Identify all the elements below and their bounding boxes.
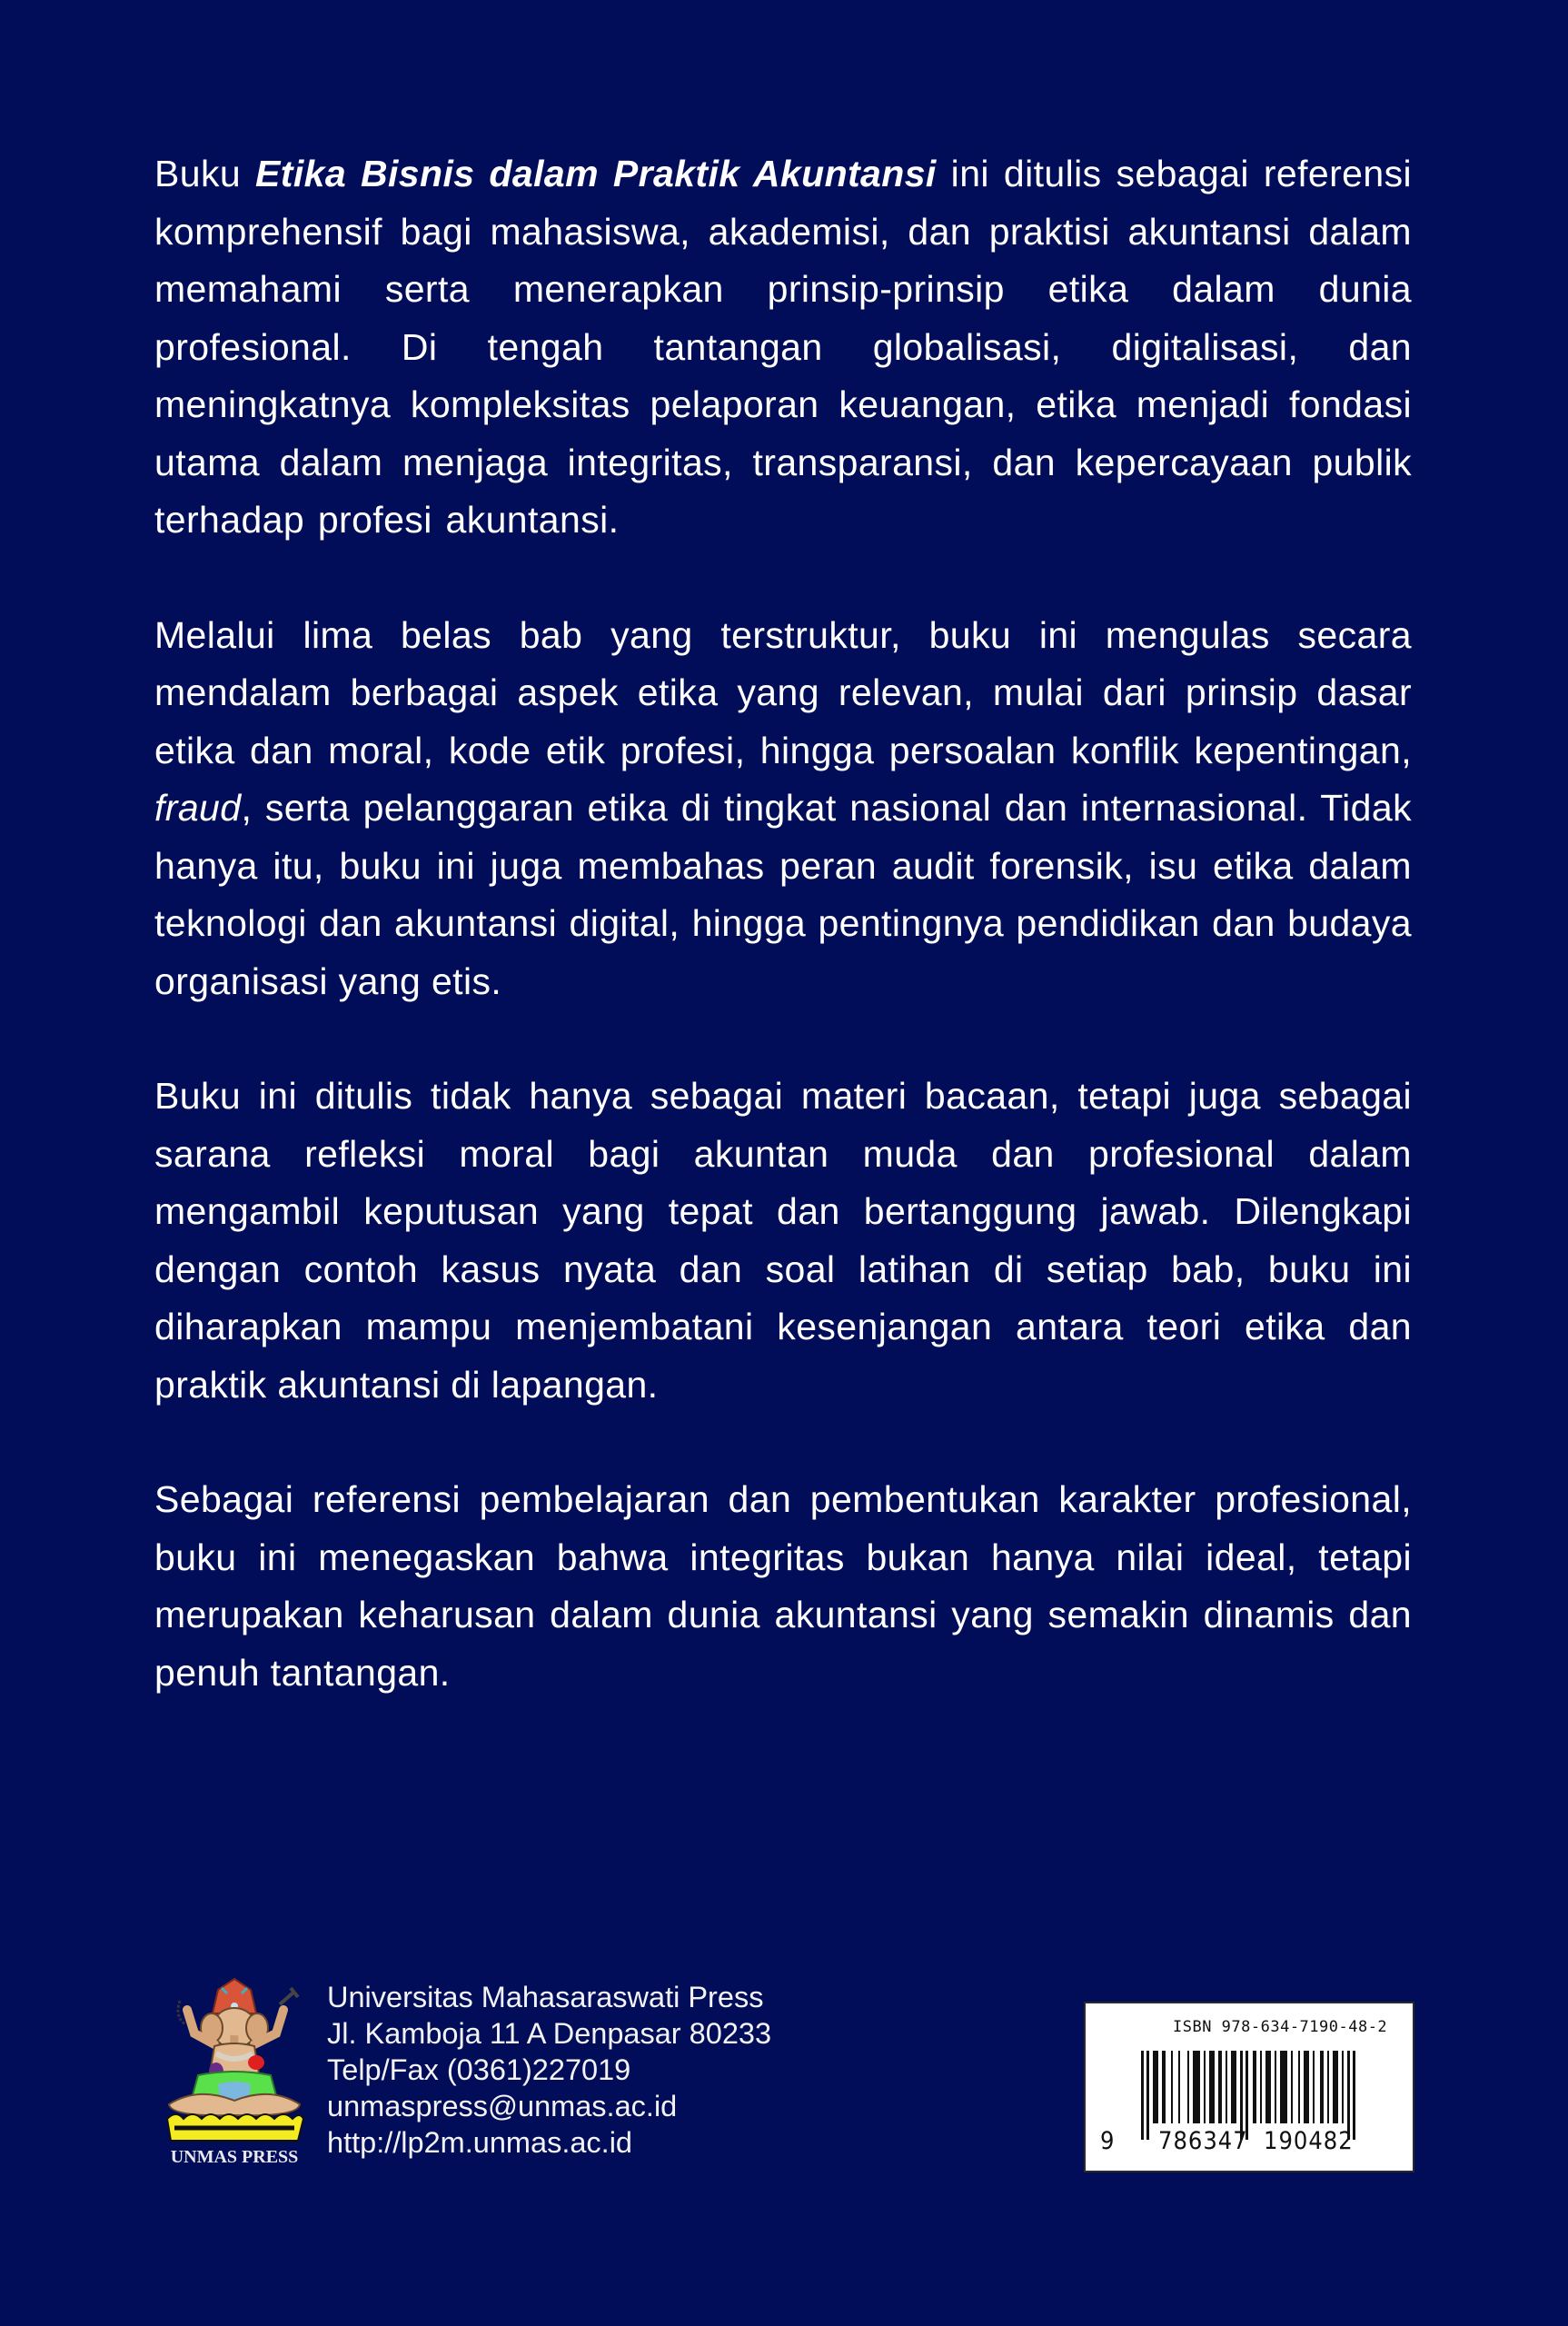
publisher-block: [162, 1977, 771, 2168]
blurb-paragraph-1: Buku Etika Bisnis dalam Praktik Akuntansi ini ditulis sebagai referensi komprehensif bagi mahasiswa, akademisi, dan praktisi akuntansi dalam memahami serta menerapkan prinsip-prinsip etika dalam dunia profesional. Di tengah tantangan globalisasi, digitalisasi, dan meningkatnya kompleksitas pelaporan keuangan, etika menjadi fondasi utama dalam menjaga integritas, transparansi, dan kepercayaan publik terhadap profesi akuntansi.: [154, 153, 1412, 541]
publisher-logo: [162, 1977, 307, 2168]
ganesha-logo-icon: [162, 1977, 307, 2142]
publisher-address: Jl. Kamboja 11 A Denpasar 80233: [327, 2017, 772, 2050]
logo-label: UNMAS PRESS: [170, 2147, 299, 2167]
blurb-paragraph-3: Buku ini ditulis tidak hanya sebagai materi bacaan, tetapi juga sebagai sarana refleksi moral bagi akuntan muda dan profesional dalam mengambil keputusan yang tepat dan bertanggung jawab. Dilengkapi dengan contoh kasus nyata dan soal latihan di setiap bab, buku ini diharapkan mampu menjembatani kesenjangan antara teori etika dan praktik akuntansi di lapangan.: [154, 1075, 1412, 1406]
publisher-email: unmaspress@unmas.ac.id: [327, 2090, 678, 2122]
italic-term: fraud: [154, 787, 242, 829]
back-cover-blurb: [154, 145, 1412, 1759]
blurb-paragraph-2: Melalui lima belas bab yang terstruktur, buku ini mengulas secara mendalam berbagai aspek etika yang relevan, mulai dari prinsip dasar etika dan moral, kode etik profesi, hingga persoalan konflik kepentingan, fraud, serta pelanggaran etika di tingkat nasional dan internasional. Tidak hanya itu, buku ini juga membahas peran audit forensik, isu etika dalam teknologi dan akuntansi digital, hingga pentingnya pendidikan dan budaya organisasi yang etis.: [154, 613, 1412, 1002]
barcode-digit-first: 9: [1100, 2127, 1115, 2155]
publisher-website: http://lp2m.unmas.ac.id: [327, 2126, 632, 2159]
publisher-phone: Telp/Fax (0361)227019: [327, 2053, 631, 2086]
isbn-label: ISBN 978-634-7190-48-2: [1173, 2018, 1388, 2036]
barcode-digits-right: 190482: [1264, 2127, 1354, 2155]
publisher-name: Universitas Mahasaraswati Press: [327, 1981, 764, 2013]
barcode-digits-left: 786347: [1158, 2127, 1248, 2155]
book-title: Etika Bisnis dalam Praktik Akuntansi: [255, 153, 937, 194]
blurb-paragraph-4: Sebagai referensi pembelajaran dan pembentukan karakter profesional, buku ini menegaskan bahwa integritas bukan hanya nilai ideal, tetapi merupakan keharusan dalam dunia akuntansi yang semakin dinamis dan penuh tantangan.: [154, 1478, 1412, 1694]
isbn-barcode: [1084, 2002, 1414, 2172]
barcode-icon: [1086, 2003, 1413, 2171]
publisher-info: [327, 1979, 771, 2161]
